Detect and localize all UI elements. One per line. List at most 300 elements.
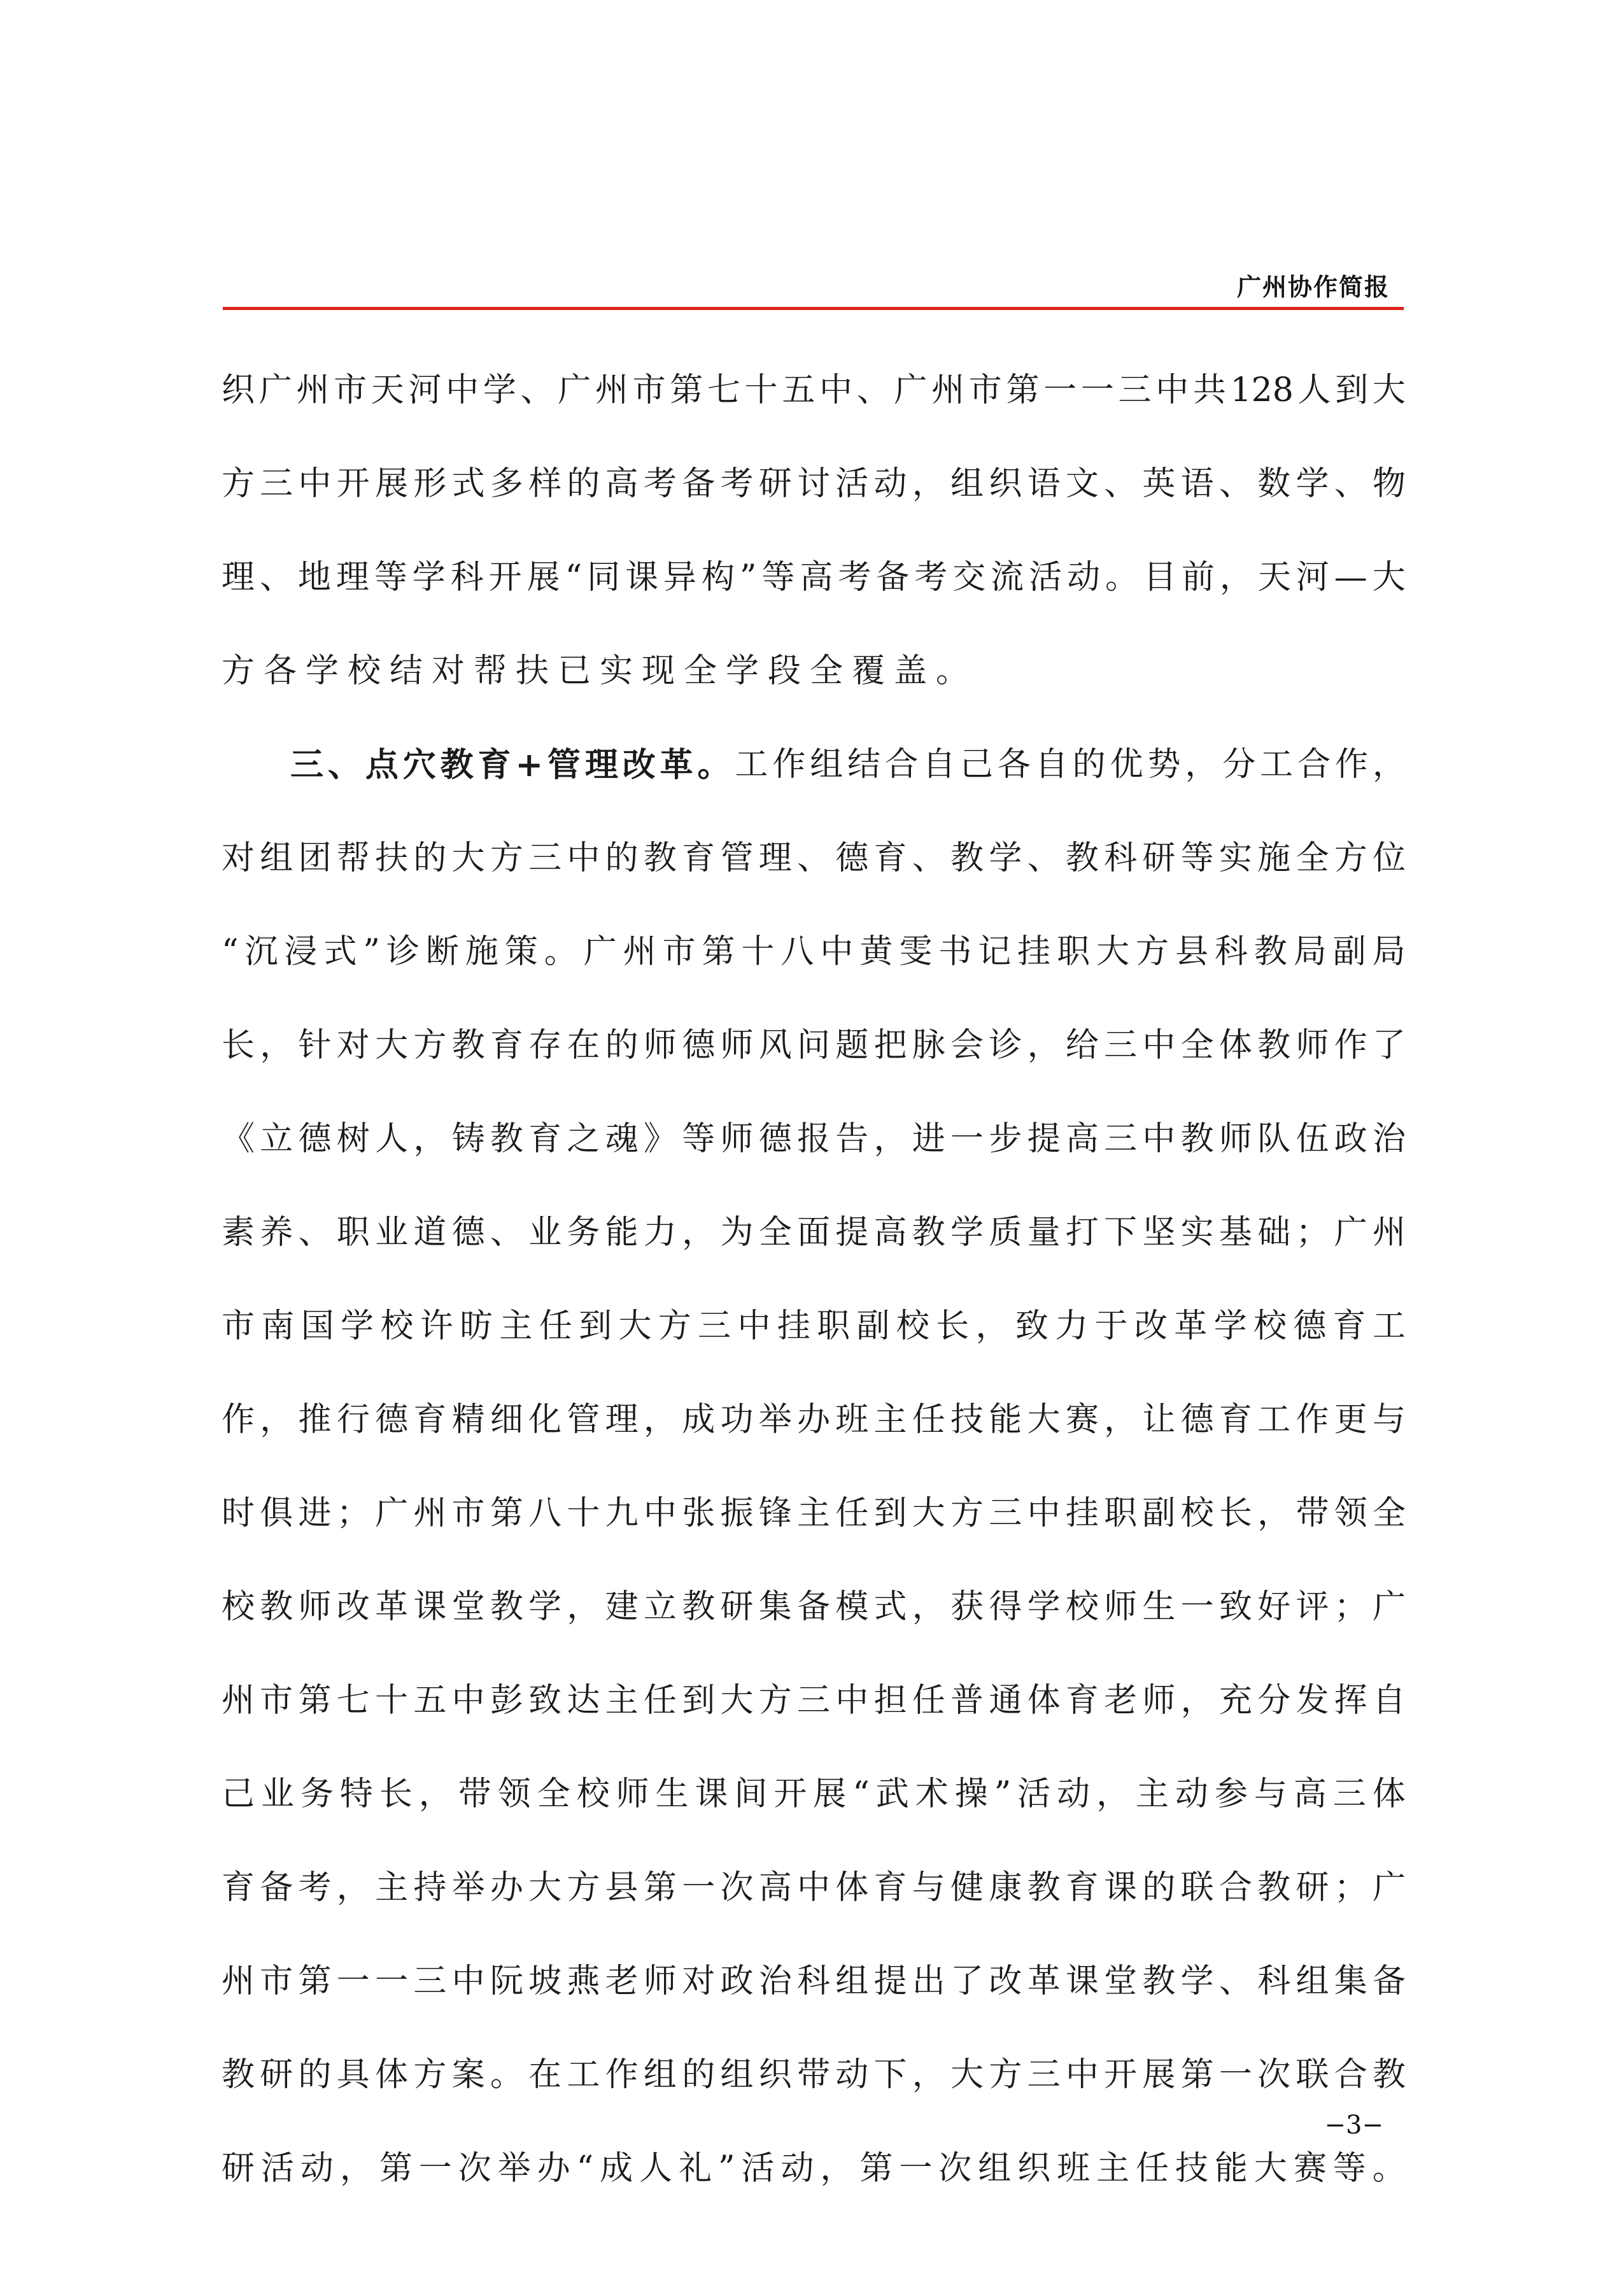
paragraph-line xyxy=(222,1841,1406,1935)
text-glyph: 理 xyxy=(222,558,255,597)
text-glyph: 职 xyxy=(817,1307,851,1345)
text-glyph: 工 xyxy=(1260,746,1294,784)
text-glyph: 之 xyxy=(567,1120,600,1158)
text-glyph: 任 xyxy=(539,1307,572,1345)
text-glyph: 校 xyxy=(1253,1307,1287,1345)
paragraph-line xyxy=(222,344,1406,437)
text-glyph: 、 xyxy=(796,839,830,877)
text-glyph: 进 xyxy=(298,1494,332,1532)
text-glyph: 科 xyxy=(796,1962,830,2000)
text-glyph: 课 xyxy=(1104,1869,1138,1907)
text-glyph: 州 xyxy=(222,1681,255,1720)
text-glyph: 举 xyxy=(497,2149,531,2188)
text-glyph: 作 xyxy=(772,746,806,784)
text-glyph: 文 xyxy=(1065,465,1099,503)
text-glyph: 数 xyxy=(1257,465,1291,503)
section-heading-glyph: 点 xyxy=(365,746,399,784)
text-glyph: 一 xyxy=(1218,2056,1252,2094)
text-glyph: 教 xyxy=(260,1588,293,1626)
text-glyph: 育 xyxy=(1065,1681,1099,1720)
text-glyph: 报 xyxy=(796,1120,830,1158)
text-glyph: ， xyxy=(912,2056,945,2094)
text-glyph: 州 xyxy=(296,371,330,409)
text-glyph: 师 xyxy=(643,1962,677,2000)
text-glyph: 第 xyxy=(490,1494,523,1532)
text-glyph: 课 xyxy=(1065,1962,1099,2000)
text-glyph: 分 xyxy=(1257,1681,1291,1720)
text-glyph: 地 xyxy=(297,558,331,597)
text-glyph: 教 xyxy=(643,839,677,877)
text-glyph: “ xyxy=(576,2149,594,2188)
text-glyph: 育 xyxy=(873,1869,907,1907)
text-glyph: 等 xyxy=(682,1120,716,1158)
text-glyph: 开 xyxy=(773,1775,807,1813)
text-glyph: 教 xyxy=(1180,1120,1214,1158)
text-glyph: 坡 xyxy=(528,1962,562,2000)
text-glyph: 、 xyxy=(1218,465,1252,503)
text-glyph: 国 xyxy=(300,1307,334,1345)
text-glyph: 联 xyxy=(1180,1869,1214,1907)
text-glyph: 第 xyxy=(1006,371,1040,409)
text-glyph: 方 xyxy=(413,2056,447,2094)
text-glyph: 大 xyxy=(375,1026,409,1065)
text-glyph: ， xyxy=(912,1588,945,1626)
text-glyph: 挂 xyxy=(1065,1494,1099,1532)
text-glyph: 能 xyxy=(605,1213,639,1252)
text-glyph: 让 xyxy=(1142,1401,1176,1439)
text-glyph: 模 xyxy=(835,1588,869,1626)
text-glyph: 政 xyxy=(1334,1120,1367,1158)
text-glyph: 科 xyxy=(450,558,484,597)
text-glyph: 七 xyxy=(336,1681,370,1720)
text-glyph: 下 xyxy=(873,2056,907,2094)
text-glyph: 。 xyxy=(490,2056,523,2094)
text-glyph: 班 xyxy=(1057,2149,1091,2188)
text-glyph: 大 xyxy=(1027,1401,1061,1439)
text-glyph: 县 xyxy=(1175,933,1208,971)
page-number: −3− xyxy=(1324,2111,1383,2140)
text-glyph: 精 xyxy=(451,1401,485,1439)
text-glyph: 施 xyxy=(465,933,498,971)
text-glyph: 教 xyxy=(490,1120,523,1158)
text-glyph: 务 xyxy=(567,1213,600,1252)
text-glyph: 工 xyxy=(567,2056,600,2094)
text-glyph: 成 xyxy=(600,2149,633,2188)
text-glyph: — xyxy=(1334,558,1367,597)
section-heading-glyph: 、 xyxy=(327,746,361,784)
text-glyph: 广 xyxy=(1372,1869,1406,1907)
text-glyph: 三 xyxy=(1104,1120,1138,1158)
text-glyph: 办 xyxy=(796,1401,830,1439)
text-glyph: 德 xyxy=(375,1401,409,1439)
text-glyph: 十 xyxy=(741,933,775,971)
text-glyph: 业 xyxy=(375,1213,409,1252)
text-glyph: 普 xyxy=(950,1681,984,1720)
text-glyph: 市 xyxy=(968,371,1002,409)
text-glyph: ， xyxy=(1104,1401,1138,1439)
text-glyph: 、 xyxy=(1218,1962,1252,2000)
text-glyph: 动 xyxy=(1067,558,1101,597)
text-glyph: ， xyxy=(1180,1681,1214,1720)
text-glyph: 第 xyxy=(379,2149,413,2188)
text-glyph: 通 xyxy=(989,1681,1022,1720)
text-glyph: 断 xyxy=(425,933,459,971)
text-glyph: 课 xyxy=(625,558,659,597)
text-glyph: 大 xyxy=(1372,558,1406,597)
text-glyph: 、 xyxy=(1334,465,1367,503)
text-glyph: ， xyxy=(1185,746,1218,784)
text-glyph: 带 xyxy=(1296,1494,1329,1532)
text-glyph: 三 xyxy=(528,839,562,877)
text-glyph: 细 xyxy=(490,1401,523,1439)
text-glyph: ， xyxy=(567,1588,600,1626)
text-glyph: 问 xyxy=(796,1026,830,1065)
text-glyph: ” xyxy=(363,933,380,971)
text-glyph: 诊 xyxy=(989,1026,1022,1065)
text-glyph: 位 xyxy=(1372,839,1406,877)
text-glyph: 工 xyxy=(1372,1307,1406,1345)
text-glyph: 学 xyxy=(1296,465,1329,503)
text-glyph: 十 xyxy=(744,371,778,409)
text-glyph: 副 xyxy=(1142,1494,1176,1532)
paragraph-line xyxy=(222,531,1406,625)
text-glyph: 学 xyxy=(1213,1307,1247,1345)
text-glyph: 成 xyxy=(682,1401,716,1439)
text-glyph: ； xyxy=(1334,1869,1367,1907)
text-glyph: 全 xyxy=(1180,1026,1214,1065)
text-glyph: 学 xyxy=(1180,1962,1214,2000)
text-glyph: 组 xyxy=(720,2056,754,2094)
text-glyph: 的 xyxy=(298,2056,332,2094)
text-glyph: 市 xyxy=(260,1962,293,2000)
text-glyph: 州 xyxy=(623,933,656,971)
text-glyph: 市 xyxy=(451,1494,485,1532)
section-heading-glyph: 理 xyxy=(584,746,618,784)
text-glyph: 十 xyxy=(375,1681,409,1720)
text-glyph: 教 xyxy=(1027,1869,1061,1907)
text-glyph: 中 xyxy=(819,371,853,409)
text-glyph: 育 xyxy=(1218,1401,1252,1439)
text-glyph: 师 xyxy=(720,1120,754,1158)
text-glyph: 中 xyxy=(451,1681,485,1720)
text-glyph: “ xyxy=(565,558,583,597)
text-glyph: 教 xyxy=(1065,839,1099,877)
text-glyph: 立 xyxy=(260,1120,293,1158)
text-glyph: 改 xyxy=(336,1588,370,1626)
text-glyph: ， xyxy=(912,465,945,503)
text-glyph: 到 xyxy=(873,1494,907,1532)
text-glyph: 教 xyxy=(1372,2056,1406,2094)
text-glyph: 伍 xyxy=(1296,1120,1329,1158)
text-glyph: 组 xyxy=(643,2056,677,2094)
text-glyph: 开 xyxy=(336,465,370,503)
text-glyph: 任 xyxy=(643,1681,677,1720)
text-glyph: 第 xyxy=(1180,2056,1214,2094)
text-glyph: 方 xyxy=(567,1869,600,1907)
text-glyph: 德 xyxy=(298,1120,332,1158)
text-glyph: 合 xyxy=(1334,2056,1367,2094)
text-glyph: 一 xyxy=(336,1962,370,2000)
text-glyph: 康 xyxy=(989,1869,1022,1907)
text-glyph: “ xyxy=(222,933,239,971)
text-glyph: 化 xyxy=(528,1401,562,1439)
text-glyph: 共 xyxy=(1192,371,1226,409)
text-glyph: 局 xyxy=(1372,933,1406,971)
text-glyph: 锋 xyxy=(758,1494,792,1532)
text-glyph: 全 xyxy=(537,1775,570,1813)
text-glyph: 中 xyxy=(298,465,332,503)
paragraph-line xyxy=(222,1280,1406,1373)
text-glyph: 了 xyxy=(950,1962,984,2000)
text-glyph: ， xyxy=(260,1026,293,1065)
text-glyph: 师 xyxy=(1104,1588,1138,1626)
text-glyph: 七 xyxy=(707,371,740,409)
paragraph-line xyxy=(222,1093,1406,1186)
text-glyph: 德 xyxy=(682,1026,716,1065)
text-glyph: 八 xyxy=(780,933,814,971)
text-glyph: 三 xyxy=(1027,2056,1061,2094)
text-glyph: 立 xyxy=(643,1588,677,1626)
text-glyph: 书 xyxy=(938,933,972,971)
text-glyph: 与 xyxy=(1253,1775,1287,1813)
text-glyph: 在 xyxy=(567,1026,600,1065)
text-glyph: 河 xyxy=(408,371,442,409)
text-glyph: 河 xyxy=(1296,558,1329,597)
text-glyph: 理 xyxy=(335,558,369,597)
text-glyph: 师 xyxy=(1218,1120,1252,1158)
text-glyph: 结 xyxy=(847,746,881,784)
text-glyph: 、 xyxy=(912,839,945,877)
text-glyph: “ xyxy=(852,1775,870,1813)
text-glyph: 理 xyxy=(758,839,792,877)
text-glyph: 教 xyxy=(222,2056,255,2094)
text-glyph: 语 xyxy=(1180,465,1214,503)
text-glyph: 作 xyxy=(222,1401,255,1439)
text-glyph: 第 xyxy=(702,933,735,971)
text-glyph: 中 xyxy=(446,371,479,409)
text-glyph: ， xyxy=(873,1120,907,1158)
section-heading-glyph: 。 xyxy=(697,746,731,784)
text-glyph: 班 xyxy=(835,1401,869,1439)
text-glyph: 策 xyxy=(504,933,538,971)
text-glyph: ， xyxy=(682,1213,716,1252)
text-glyph: 挂 xyxy=(1017,933,1051,971)
paragraph-line xyxy=(222,1560,1406,1654)
text-glyph: 理 xyxy=(605,1401,639,1439)
text-glyph: 备 xyxy=(796,1588,830,1626)
text-glyph: 《 xyxy=(222,1120,255,1158)
text-glyph: 打 xyxy=(1065,1213,1099,1252)
section-heading-glyph: + xyxy=(515,746,544,784)
text-glyph: 研 xyxy=(222,2149,255,2188)
text-glyph: 高 xyxy=(1293,1775,1327,1813)
text-glyph: 存 xyxy=(528,1026,562,1065)
text-glyph: ； xyxy=(1296,1213,1329,1252)
text-glyph: 大 xyxy=(1372,371,1406,409)
text-glyph: 的 xyxy=(682,2056,716,2094)
text-glyph: 教 xyxy=(1257,1026,1291,1065)
text-glyph: 对 xyxy=(682,1962,716,2000)
text-glyph: ， xyxy=(643,1401,677,1439)
text-glyph: ， xyxy=(339,2149,373,2188)
text-glyph: 三 xyxy=(260,465,293,503)
text-glyph: 体 xyxy=(835,1869,869,1907)
text-glyph: 举 xyxy=(451,1869,485,1907)
text-glyph: 大 xyxy=(720,1681,754,1720)
text-glyph: 交 xyxy=(952,558,986,597)
text-glyph: 组 xyxy=(835,1962,869,2000)
text-glyph: 带 xyxy=(458,1775,491,1813)
text-glyph: 育 xyxy=(873,839,907,877)
text-glyph: 教 xyxy=(490,1588,523,1626)
text-glyph: 为 xyxy=(720,1213,754,1252)
text-glyph: 大 xyxy=(451,839,485,877)
text-glyph: 能 xyxy=(989,1401,1022,1439)
text-glyph: 构 xyxy=(701,558,735,597)
text-glyph: 赛 xyxy=(1065,1401,1099,1439)
text-glyph: 同 xyxy=(587,558,621,597)
text-glyph: 把 xyxy=(873,1026,907,1065)
text-glyph: 联 xyxy=(1296,2056,1329,2094)
newsletter-title: 广州协作简报 xyxy=(1236,272,1390,301)
text-glyph: 校 xyxy=(896,1307,929,1345)
text-glyph: 市 xyxy=(662,933,696,971)
text-glyph: 职 xyxy=(336,1213,370,1252)
text-glyph: 州 xyxy=(413,1494,447,1532)
text-glyph: 五 xyxy=(782,371,816,409)
text-glyph: 础 xyxy=(1257,1213,1291,1252)
text-glyph: 教 xyxy=(950,839,984,877)
text-glyph: 体 xyxy=(1372,1775,1406,1813)
text-glyph: 中 xyxy=(643,1494,677,1532)
text-glyph: 办 xyxy=(537,2149,570,2188)
text-glyph: 长 xyxy=(222,1026,255,1065)
text-glyph: 量 xyxy=(1027,1213,1061,1252)
text-glyph: 自 xyxy=(922,746,956,784)
text-glyph: 学 xyxy=(1027,1588,1061,1626)
text-glyph: 质 xyxy=(989,1213,1022,1252)
text-glyph: 礼 xyxy=(679,2149,712,2188)
text-glyph: 体 xyxy=(1218,1026,1252,1065)
paragraph-line xyxy=(222,1654,1406,1748)
text-glyph: 课 xyxy=(413,1588,447,1626)
text-glyph: 业 xyxy=(528,1213,562,1252)
text-glyph: 中 xyxy=(1065,2056,1099,2094)
text-glyph: 中 xyxy=(796,1869,830,1907)
text-glyph: 展 xyxy=(375,465,409,503)
text-glyph: 考 xyxy=(643,465,677,503)
text-glyph: 英 xyxy=(1142,465,1176,503)
text-glyph: 革 xyxy=(1027,1962,1061,2000)
text-glyph: 中 xyxy=(737,1307,771,1345)
text-glyph: 动 xyxy=(780,2149,814,2188)
text-glyph: ， xyxy=(1096,1775,1130,1813)
text-glyph: 己 xyxy=(959,746,993,784)
text-glyph: 五 xyxy=(413,1681,447,1720)
text-glyph: 市 xyxy=(334,371,367,409)
text-glyph: 推 xyxy=(298,1401,332,1439)
text-glyph: 作 xyxy=(1334,1026,1367,1065)
text-glyph: 更 xyxy=(1334,1401,1367,1439)
text-glyph: 织 xyxy=(989,465,1022,503)
text-glyph: 科 xyxy=(1214,933,1248,971)
paragraph-line xyxy=(222,905,1406,999)
text-glyph: 高 xyxy=(873,1213,907,1252)
text-glyph: 师 xyxy=(720,1026,754,1065)
header-red-rule xyxy=(223,307,1404,310)
text-glyph: ； xyxy=(336,1494,370,1532)
text-glyph: 动 xyxy=(300,2149,334,2188)
text-glyph: 活 xyxy=(1029,558,1063,597)
text-glyph: 主 xyxy=(1136,1775,1169,1813)
text-glyph: 前 xyxy=(1181,558,1215,597)
text-glyph: 展 xyxy=(813,1775,847,1813)
text-glyph: 第 xyxy=(298,1962,332,2000)
text-glyph: 提 xyxy=(873,1962,907,2000)
text-glyph: 对 xyxy=(336,1026,370,1065)
text-glyph: 体 xyxy=(1027,1681,1061,1720)
text-glyph: 领 xyxy=(1334,1494,1367,1532)
text-glyph: 张 xyxy=(682,1494,716,1532)
text-glyph: 市 xyxy=(222,1307,255,1345)
text-glyph: 组 xyxy=(810,746,844,784)
text-glyph: 动 xyxy=(873,465,907,503)
text-glyph: 备 xyxy=(1372,1962,1406,2000)
text-glyph: 活 xyxy=(1017,1775,1051,1813)
text-glyph: 全 xyxy=(1296,839,1329,877)
text-glyph: 等 xyxy=(374,558,407,597)
text-glyph: 师 xyxy=(1142,1681,1176,1720)
text-glyph: 务 xyxy=(300,1775,334,1813)
text-glyph: 发 xyxy=(1296,1681,1329,1720)
text-glyph: 到 xyxy=(579,1307,612,1345)
text-glyph: 给 xyxy=(1065,1026,1099,1065)
text-glyph: 下 xyxy=(1104,1213,1138,1252)
text-glyph: 带 xyxy=(796,2056,830,2094)
text-glyph: 燕 xyxy=(567,1962,600,2000)
text-glyph: 主 xyxy=(796,1494,830,1532)
text-glyph: 研 xyxy=(1296,1869,1329,1907)
text-glyph: ， xyxy=(1219,558,1253,597)
text-glyph: 于 xyxy=(1094,1307,1128,1345)
text-glyph: ， xyxy=(820,2149,854,2188)
text-glyph: 教 xyxy=(912,1213,945,1252)
text-glyph: 考 xyxy=(838,558,872,597)
text-glyph: 科 xyxy=(1104,839,1138,877)
text-glyph: 师 xyxy=(1296,1026,1329,1065)
text-glyph: 异 xyxy=(663,558,697,597)
text-glyph: 的 xyxy=(605,839,639,877)
text-glyph: 针 xyxy=(298,1026,332,1065)
text-glyph: 致 xyxy=(1218,1588,1252,1626)
text-glyph: 实 xyxy=(1218,839,1252,877)
text-glyph: ” xyxy=(739,558,757,597)
text-glyph: 树 xyxy=(336,1120,370,1158)
text-glyph: 次 xyxy=(720,1869,754,1907)
text-glyph: 广 xyxy=(258,371,292,409)
text-glyph: 三 xyxy=(413,1962,447,2000)
text-glyph: 考 xyxy=(914,558,948,597)
text-glyph: 能 xyxy=(1214,2149,1248,2188)
text-glyph: 人 xyxy=(639,2149,673,2188)
text-glyph: 与 xyxy=(1372,1401,1406,1439)
text-glyph: 大 xyxy=(1253,2149,1287,2188)
text-glyph: 建 xyxy=(605,1588,639,1626)
text-glyph: 方 xyxy=(222,465,255,503)
text-glyph: 校 xyxy=(1180,1494,1214,1532)
text-glyph: 广 xyxy=(1334,1213,1367,1252)
text-glyph: 作 xyxy=(605,2056,639,2094)
